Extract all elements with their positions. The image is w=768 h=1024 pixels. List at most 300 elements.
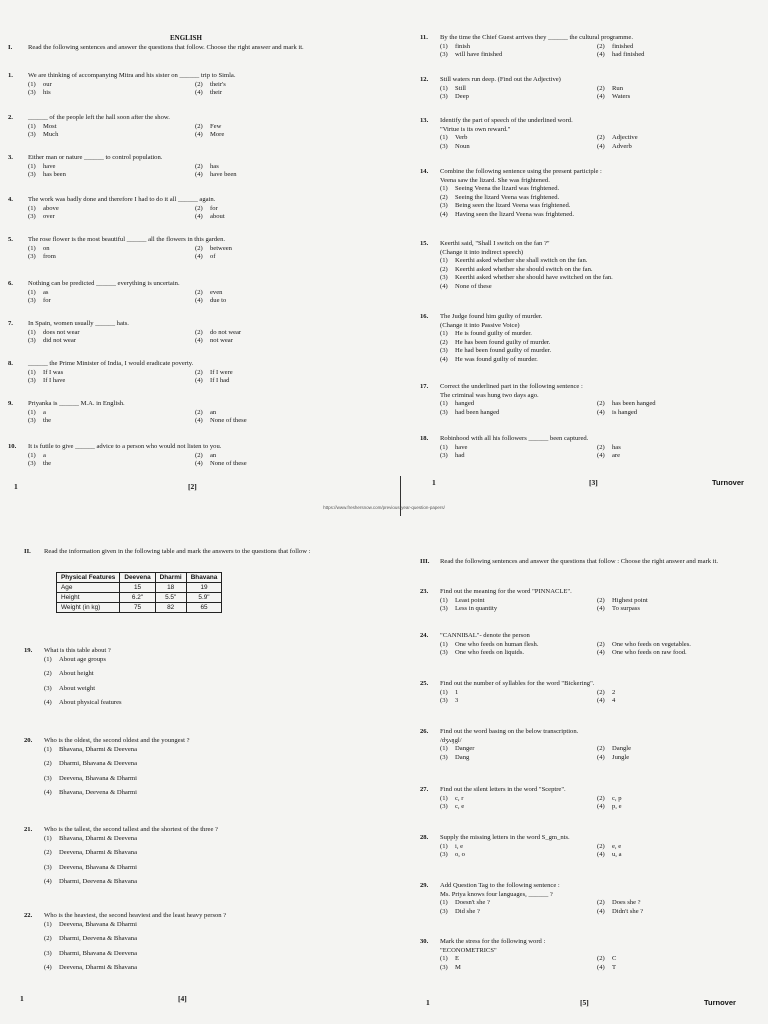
options-grid — [440, 899, 750, 916]
answer-option — [28, 452, 191, 461]
option-text: Bhavana, Dharmi & Deevena — [59, 745, 137, 753]
question-item — [24, 826, 354, 893]
answer-option — [44, 964, 354, 973]
answer-option — [28, 329, 191, 338]
answer-option — [440, 955, 593, 964]
answer-option — [440, 185, 750, 194]
option-key: (3) — [28, 253, 36, 261]
option-key: (3) — [440, 753, 448, 761]
table-header-cell: Physical Features — [57, 573, 120, 583]
option-key: (4) — [44, 878, 52, 886]
option-key: (3) — [440, 697, 448, 705]
option-key: (1) — [440, 640, 448, 648]
question-item — [8, 320, 358, 346]
question-item — [24, 912, 354, 979]
answer-option — [440, 795, 593, 804]
option-text: finished — [612, 42, 634, 50]
option-text: hanged — [455, 400, 475, 408]
question-subtext: (Change it into Passive Voice) — [440, 321, 520, 329]
answer-option — [597, 43, 750, 52]
option-key: (2) — [195, 368, 203, 376]
answer-option — [195, 329, 358, 338]
footer-code: 1 — [426, 998, 430, 1007]
options-grid — [440, 134, 750, 151]
option-text: One who feeds on human flesh. — [455, 640, 539, 648]
answer-option — [28, 297, 191, 306]
option-text: u, a — [612, 851, 622, 859]
question-item — [8, 360, 358, 386]
option-key: (4) — [195, 460, 203, 468]
option-key: (3) — [28, 171, 36, 179]
answer-option — [44, 849, 354, 858]
option-key: (4) — [597, 851, 605, 859]
footer-page-number: [5] — [580, 998, 589, 1007]
question-text: Robinhood with all his followers ______ been captured. — [440, 435, 589, 442]
options-grid — [28, 163, 358, 180]
question-item — [420, 588, 750, 614]
question-item — [420, 882, 750, 916]
question-number: 25. — [420, 680, 429, 687]
answer-option — [44, 746, 354, 755]
question-subtext: The criminal was hung two days ago. — [440, 391, 539, 399]
footer-code: 1 — [14, 482, 18, 491]
option-key: (2) — [440, 265, 448, 273]
options-grid — [28, 81, 358, 98]
option-key: (4) — [44, 699, 52, 707]
options-grid — [28, 123, 358, 140]
answer-option — [28, 253, 191, 262]
option-text: Highest point — [612, 596, 648, 604]
option-text: have — [455, 443, 468, 451]
option-key: (4) — [440, 282, 448, 290]
answer-option — [597, 745, 750, 754]
table-cell: 15 — [120, 583, 155, 593]
table-cell: 82 — [155, 603, 186, 613]
answer-option — [28, 213, 191, 222]
answer-option — [195, 131, 358, 140]
question-number: 22. — [24, 912, 33, 919]
option-key: (2) — [195, 244, 203, 252]
answer-option — [44, 670, 354, 679]
option-text: Keerthi asked whether she should have switched on the fan. — [455, 274, 613, 282]
option-key: (1) — [44, 834, 52, 842]
question-text: Find out the meaning for the word "PINNACLE". — [440, 588, 572, 595]
option-key: (1) — [440, 899, 448, 907]
option-key: (1) — [44, 745, 52, 753]
question-text: ______ the Prime Minister of India, I would eradicate poverty. — [28, 360, 194, 367]
option-key: (2) — [597, 899, 605, 907]
table-header-cell: Dharmi — [155, 573, 186, 583]
option-text: over — [43, 213, 55, 221]
question-number: 23. — [420, 588, 429, 595]
option-text: None of these — [210, 460, 247, 468]
option-key: (1) — [440, 185, 448, 193]
option-key: (2) — [597, 42, 605, 50]
option-text: Deevena, Dharmi & Bhavana — [59, 964, 137, 972]
option-text: will have finished — [455, 51, 503, 59]
answer-option — [195, 123, 358, 132]
option-text: has — [612, 443, 621, 451]
answer-option — [44, 775, 354, 784]
answer-option — [44, 950, 354, 959]
answer-option — [440, 194, 750, 203]
question-number: 10. — [8, 443, 17, 450]
option-text: have — [43, 162, 56, 170]
option-text: Dangle — [612, 745, 632, 753]
option-key: (1) — [44, 655, 52, 663]
answer-option — [440, 93, 593, 102]
question-text: The Judge found him guilty of murder. — [440, 313, 543, 320]
option-key: (2) — [195, 451, 203, 459]
option-key: (3) — [28, 377, 36, 385]
answer-option — [195, 213, 358, 222]
option-text: their's — [210, 80, 226, 88]
option-text: E — [455, 955, 460, 963]
option-text: 3 — [455, 697, 459, 705]
option-text: Jungle — [612, 753, 630, 761]
answer-option — [440, 605, 593, 614]
answer-option — [597, 649, 750, 658]
question-text: "CANNIBAL"- denote the person — [440, 632, 530, 639]
option-key: (3) — [28, 213, 36, 221]
footer-page-number: [4] — [178, 994, 187, 1003]
answer-option — [28, 460, 191, 469]
option-text: c, p — [612, 794, 622, 802]
option-key: (4) — [597, 697, 605, 705]
option-text: Being seen the lizard Veena was frightened. — [455, 202, 571, 210]
options-list — [24, 746, 354, 798]
option-text: He was found guilty of murder. — [455, 355, 538, 363]
footer-code: 1 — [20, 994, 24, 1003]
option-key: (3) — [440, 907, 448, 915]
answer-option — [44, 685, 354, 694]
option-key: (1) — [440, 745, 448, 753]
option-text: T — [612, 963, 617, 971]
answer-option — [597, 955, 750, 964]
option-text: If I had — [210, 377, 230, 385]
question-text: In Spain, women usually ______ hats. — [28, 320, 129, 327]
option-key: (2) — [195, 288, 203, 296]
option-text: Adjective — [612, 134, 638, 142]
option-key: (3) — [440, 142, 448, 150]
table-cell: 5.9" — [186, 593, 222, 603]
table-row — [57, 603, 222, 613]
option-text: He is found guilty of murder. — [455, 330, 532, 338]
options-grid — [440, 43, 750, 60]
option-key: (3) — [44, 684, 52, 692]
option-text: o, o — [455, 851, 465, 859]
answer-option — [597, 843, 750, 852]
question-text: Mark the stress for the following word : — [440, 938, 546, 945]
options-list — [24, 656, 354, 708]
option-text: does not wear — [43, 328, 80, 336]
table-cell: 19 — [186, 583, 222, 593]
question-number: 11. — [420, 34, 428, 41]
option-text: had — [455, 452, 465, 460]
option-key: (1) — [28, 328, 36, 336]
answer-option — [440, 330, 750, 339]
option-key: (2) — [597, 842, 605, 850]
option-text: do not wear — [210, 328, 242, 336]
option-text: their — [210, 89, 223, 97]
option-text: did not wear — [43, 337, 76, 345]
option-key: (3) — [28, 89, 36, 97]
question-item — [420, 834, 750, 860]
answer-option — [440, 649, 593, 658]
answer-option — [195, 245, 358, 254]
option-key: (3) — [28, 460, 36, 468]
answer-option — [28, 369, 191, 378]
option-key: (4) — [597, 408, 605, 416]
option-key: (3) — [28, 297, 36, 305]
option-key: (4) — [597, 963, 605, 971]
answer-option — [195, 460, 358, 469]
footer-page-number: [2] — [188, 482, 197, 491]
question-number: 4. — [8, 196, 13, 203]
question-number: 12. — [420, 76, 429, 83]
option-text: Did she ? — [455, 907, 480, 915]
option-text: Least point — [455, 596, 485, 604]
question-text: Keerthi said, "Shall I switch on the fan ?" — [440, 240, 550, 247]
answer-option — [195, 337, 358, 346]
answer-option — [28, 205, 191, 214]
option-key: (1) — [440, 955, 448, 963]
option-text: One who feeds on vegetables. — [612, 640, 691, 648]
answer-option — [597, 452, 750, 461]
answer-option — [597, 803, 750, 812]
option-text: Keerthi asked whether she should switch on the fan. — [455, 265, 593, 273]
answer-option — [440, 689, 593, 698]
option-key: (4) — [597, 605, 605, 613]
question-item — [420, 728, 750, 762]
option-text: between — [210, 244, 232, 252]
question-item — [420, 632, 750, 658]
question-item — [24, 737, 354, 804]
question-number: 8. — [8, 360, 13, 367]
option-text: as — [43, 288, 49, 296]
option-text: is hanged — [612, 408, 638, 416]
question-text: Still waters run deep. (Find out the Adjective) — [440, 76, 561, 83]
question-item — [8, 236, 358, 262]
option-key: (4) — [195, 417, 203, 425]
options-grid — [28, 452, 358, 469]
answer-option — [44, 864, 354, 873]
question-text: The rose flower is the most beautiful ______ all the flowers in this garden. — [28, 236, 226, 243]
answer-option — [44, 921, 354, 930]
answer-option — [28, 245, 191, 254]
option-text: Much — [43, 131, 59, 139]
option-key: (1) — [440, 596, 448, 604]
answer-option — [28, 131, 191, 140]
answer-option — [440, 51, 593, 60]
option-key: (3) — [44, 949, 52, 957]
option-key: (2) — [44, 849, 52, 857]
answer-option — [440, 697, 593, 706]
section-instruction: Read the following sentences and answer the questions that follow : Choose the right answer and mark it. — [440, 558, 718, 565]
option-key: (1) — [44, 920, 52, 928]
option-key: (4) — [597, 452, 605, 460]
option-text: More — [210, 131, 225, 139]
option-text: Bhavana, Dharmi & Deevena — [59, 834, 137, 842]
option-key: (2) — [195, 408, 203, 416]
option-text: He had been found guilty of murder. — [455, 347, 552, 355]
question-text: Who is the tallest, the second tallest and the shortest of the three ? — [44, 826, 218, 833]
answer-option — [44, 935, 354, 944]
option-text: M — [455, 963, 461, 971]
answer-option — [440, 211, 750, 220]
answer-option — [28, 377, 191, 386]
question-number: 20. — [24, 737, 33, 744]
section-heading — [8, 44, 358, 53]
section-number: II. — [24, 548, 31, 555]
answer-option — [440, 597, 593, 606]
option-text: an — [210, 451, 217, 459]
question-text: Nothing can be predicted ______ everything is uncertain. — [28, 280, 180, 287]
option-text: Verb — [455, 134, 468, 142]
option-text: due to — [210, 297, 227, 305]
option-text: Keerthi asked whether she shall switch on the fan. — [455, 257, 588, 265]
answer-option — [597, 851, 750, 860]
answer-option — [440, 899, 593, 908]
option-text: has — [210, 162, 219, 170]
options-list — [420, 330, 750, 364]
option-key: (1) — [440, 42, 448, 50]
option-text: Waters — [612, 93, 631, 101]
option-text: None of these — [210, 417, 247, 425]
option-text: To surpass — [612, 605, 640, 613]
question-item — [420, 313, 750, 365]
question-item — [420, 240, 750, 292]
footer-turnover: Turnover — [704, 998, 736, 1007]
option-text: Seeing Veena the lizard was frightened. — [455, 185, 560, 193]
option-text: If I was — [43, 368, 64, 376]
option-text: of — [210, 253, 216, 261]
option-text: had been hanged — [455, 408, 500, 416]
question-item — [8, 72, 358, 98]
option-text: about — [210, 213, 225, 221]
page-2 — [0, 0, 384, 505]
answer-option — [597, 641, 750, 650]
option-key: (2) — [44, 760, 52, 768]
option-key: (3) — [440, 803, 448, 811]
answer-option — [195, 253, 358, 262]
option-key: (1) — [440, 400, 448, 408]
option-text: He has been found guilty of murder. — [455, 338, 551, 346]
answer-option — [440, 803, 593, 812]
answer-option — [195, 163, 358, 172]
option-text: About height — [59, 670, 94, 678]
question-text: Who is the oldest, the second oldest and the youngest ? — [44, 737, 190, 744]
question-text: By the time the Chief Guest arrives they ______ the cultural programme. — [440, 34, 633, 41]
question-item — [420, 383, 750, 417]
option-text: About weight — [59, 684, 96, 692]
answer-option — [597, 795, 750, 804]
option-key: (3) — [440, 851, 448, 859]
physical-features-table — [56, 572, 222, 613]
option-text: an — [210, 408, 217, 416]
table-cell: Height — [57, 593, 120, 603]
answer-option — [195, 289, 358, 298]
option-key: (2) — [440, 193, 448, 201]
question-text: The work was badly done and therefore I had to do it all ______ again. — [28, 196, 216, 203]
options-grid — [440, 400, 750, 417]
option-key: (3) — [440, 93, 448, 101]
answer-option — [440, 43, 593, 52]
option-text: Noun — [455, 142, 470, 150]
question-item — [420, 76, 750, 102]
option-text: his — [43, 89, 51, 97]
answer-option — [28, 417, 191, 426]
options-grid — [28, 205, 358, 222]
answer-option — [597, 754, 750, 763]
option-key: (3) — [28, 417, 36, 425]
answer-option — [195, 377, 358, 386]
option-text: on — [43, 244, 50, 252]
table-header-cell: Deevena — [120, 573, 155, 583]
option-key: (4) — [195, 253, 203, 261]
option-text: i, e — [455, 842, 464, 850]
options-grid — [28, 245, 358, 262]
option-key: (4) — [195, 377, 203, 385]
answer-option — [44, 760, 354, 769]
question-number: 19. — [24, 647, 33, 654]
option-key: (3) — [440, 408, 448, 416]
answer-option — [195, 409, 358, 418]
option-text: Deep — [455, 93, 469, 101]
option-key: (3) — [440, 452, 448, 460]
answer-option — [28, 409, 191, 418]
table-cell: 18 — [155, 583, 186, 593]
option-text: If I have — [43, 377, 66, 385]
question-item — [420, 680, 750, 706]
options-list — [420, 185, 750, 219]
option-text: About physical features — [59, 699, 122, 707]
section-number: III. — [420, 558, 430, 565]
option-key: (2) — [597, 596, 605, 604]
question-text: Supply the missing letters in the word S_gm_nts. — [440, 834, 570, 841]
answer-option — [440, 409, 593, 418]
table-cell: 65 — [186, 603, 222, 613]
option-key: (3) — [440, 605, 448, 613]
source-url: https://www.freshersnow.com/previous-year-question-papers/ — [323, 505, 445, 510]
option-key: (1) — [440, 257, 448, 265]
option-key: (4) — [195, 89, 203, 97]
question-text: Add Question Tag to the following sentence : — [440, 882, 560, 889]
page-title: ENGLISH — [170, 34, 202, 42]
option-key: (4) — [195, 337, 203, 345]
answer-option — [597, 444, 750, 453]
answer-option — [440, 143, 593, 152]
options-grid — [440, 955, 750, 972]
option-key: (1) — [440, 330, 448, 338]
question-text: Priyanka is ______ M.A. in English. — [28, 400, 125, 407]
question-number: 30. — [420, 938, 429, 945]
page-3 — [384, 0, 768, 505]
option-text: Dharmi, Bhavana & Deevena — [59, 949, 137, 957]
options-grid — [28, 409, 358, 426]
option-key: (4) — [195, 171, 203, 179]
options-grid — [28, 369, 358, 386]
question-number: 1. — [8, 72, 13, 79]
question-number: 18. — [420, 435, 429, 442]
option-text: our — [43, 80, 52, 88]
question-subtext: "Virtue is its own reward." — [440, 125, 511, 133]
option-text: Deevena, Bhavana & Dharmi — [59, 920, 137, 928]
options-grid — [440, 597, 750, 614]
option-text: Didn't she ? — [612, 907, 644, 915]
options-grid — [440, 444, 750, 461]
option-text: Dang — [455, 753, 470, 761]
